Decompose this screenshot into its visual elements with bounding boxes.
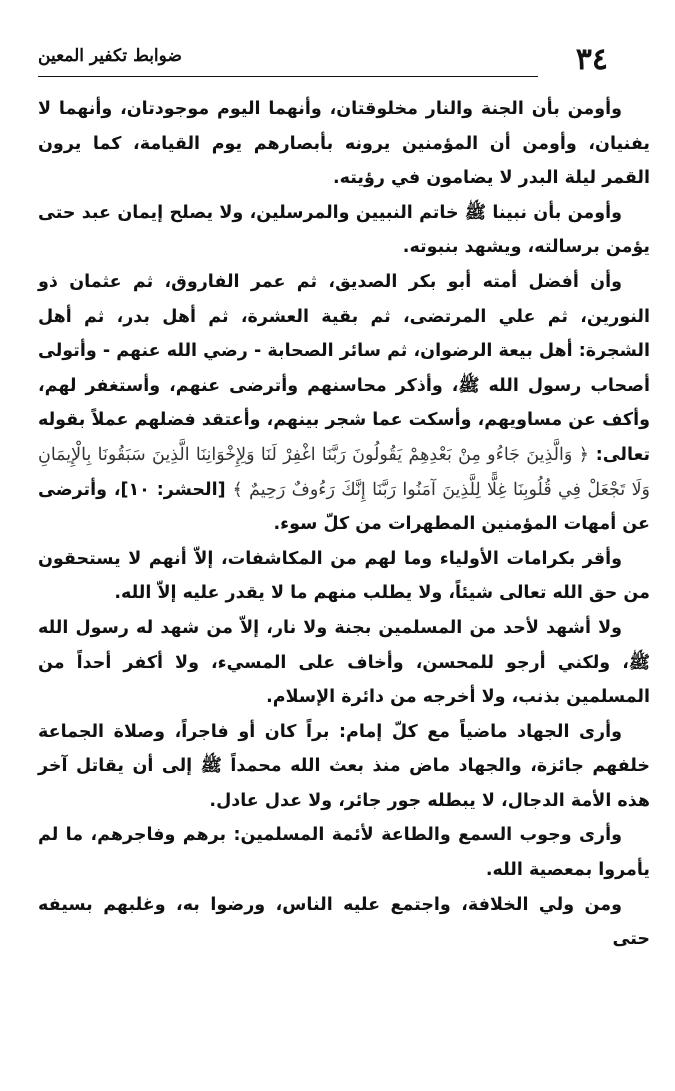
paragraph — [38, 611, 650, 715]
page-number: ٣٤ — [575, 42, 608, 77]
header-rule — [38, 76, 538, 77]
running-title: ضوابط تكفير المعين — [38, 46, 182, 66]
paragraph — [38, 888, 650, 957]
paragraph — [38, 92, 650, 196]
paragraph-text: وأقر بكرامات الأولياء وما لهم من المكاشفات، إلاّ أنهم لا يستحقون من حق الله تعالى شيئاً، ولا يطلب منهم ما لا يقدر عليه إلاّ الله. — [38, 548, 650, 604]
paragraph-text: وأومن بأن نبينا ﷺ خاتم النبيين والمرسلين، ولا يصلح إيمان عبد حتى يؤمن برسالته، ويشهد بنبوته. — [38, 202, 650, 258]
paragraph — [38, 715, 650, 819]
paragraph-text: وأرى الجهاد ماضياً مع كلّ إمام: براً كان أو فاجراً، وصلاة الجماعة خلفهم جائزة، والجهاد ماض منذ بعث الله محمداً ﷺ إلى أن يقاتل آخر هذه الأمة الدجال، لا يبطله جور جائر، ولا عدل عادل. — [38, 721, 650, 811]
paragraph — [38, 818, 650, 887]
paragraph-text: وأن أفضل أمته أبو بكر الصديق، ثم عمر الفاروق، ثم عثمان ذو النورين، ثم علي المرتضى، ثم بقية العشرة، ثم أهل بدر، ثم أهل الشجرة: أهل بيعة الرضوان، ثم سائر الصحابة - رضي الله عنهم - وأتولى أصحاب رسول الله ﷺ، وأذكر محاسنهم وأترضى عنهم، وأستغفر لهم، وأكف عن مساويهم، وأسكت عما شجر بينهم، وأعتقد فضلهم عملاً بقوله تعالى: — [38, 271, 651, 465]
paragraph — [38, 196, 650, 265]
paragraph-text: وأومن بأن الجنة والنار مخلوقتان، وأنهما اليوم موجودتان، وأنهما لا يفنيان، وأومن أن المؤمنين يرونه بأبصارهم يوم القيامة، كما يرون القمر ليلة البدر لا يضامون في رؤيته. — [38, 99, 650, 189]
paragraph-text-continued: [الحشر: ١٠]، وأترضى عن أمهات المؤمنين المطهرات من كلّ سوء. — [38, 479, 650, 535]
quran-verse: ﴿ وَالَّذِينَ جَاءُو مِنْ بَعْدِهِمْ يَقُولُونَ رَبَّنَا اغْفِرْ لَنَا وَلِإِخْوَانِنَا الَّذِينَ سَبَقُونَا بِالْإِيمَانِ وَلَا تَجْعَلْ فِي قُلُوبِنَا غِلًّا لِلَّذِينَ آمَنُوا رَبَّنَا إِنَّكَ رَءُوفٌ رَحِيمٌ ﴾ — [38, 444, 651, 500]
paragraph — [38, 542, 650, 611]
paragraph — [38, 265, 650, 542]
page-body — [38, 92, 650, 957]
paragraph-text: ولا أشهد لأحد من المسلمين بجنة ولا نار، إلاّ من شهد له رسول الله ﷺ، ولكني أرجو للمحسن، وأخاف على المسيء، ولا أكفر أحداً من المسلمين بذنب، ولا أخرجه من دائرة الإسلام. — [38, 617, 650, 708]
page-header — [38, 40, 648, 80]
paragraph-text: وأرى وجوب السمع والطاعة لأئمة المسلمين: برهم وفاجرهم، ما لم يأمروا بمعصية الله. — [38, 825, 650, 881]
paragraph-text: ومن ولي الخلافة، واجتمع عليه الناس، ورضوا به، وغلبهم بسيفه حتى — [38, 894, 650, 950]
